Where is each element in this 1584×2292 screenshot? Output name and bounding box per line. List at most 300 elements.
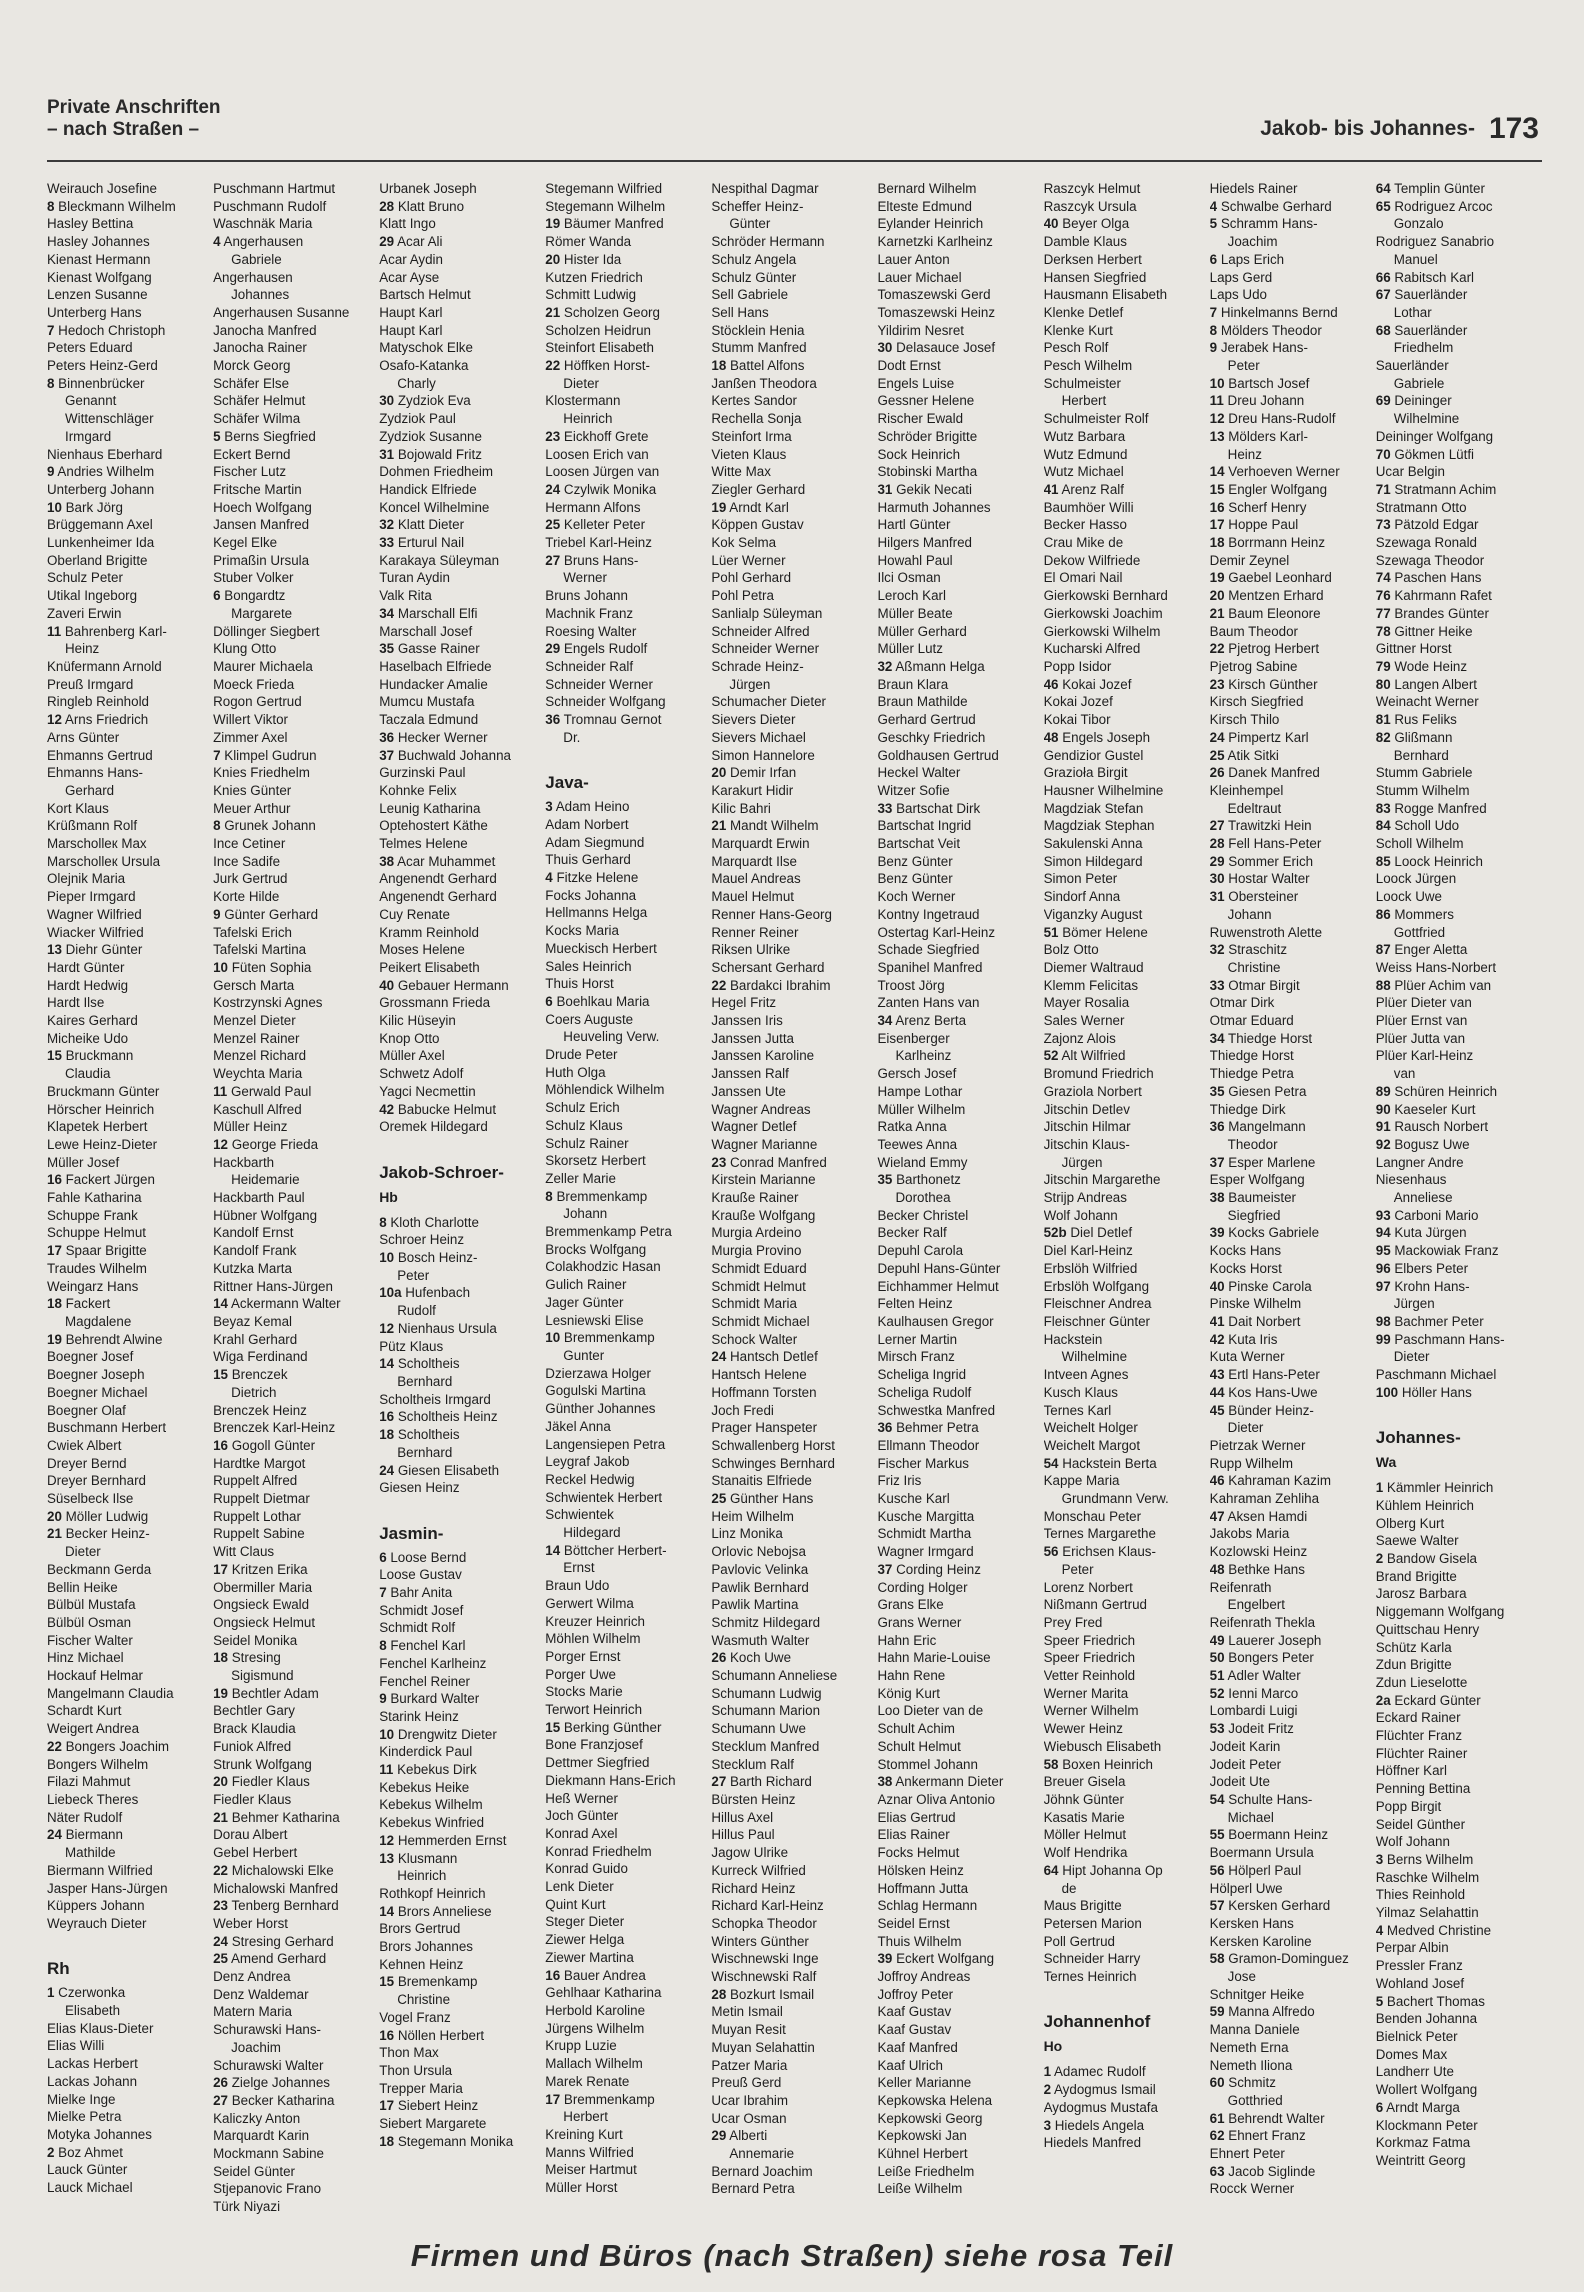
- resident-entry: Lüer Werner: [711, 552, 786, 568]
- entry-continuation: Michael: [1227, 1809, 1274, 1825]
- resident-entry: Sales Heinrich: [545, 958, 632, 974]
- resident-entry: Laps Udo: [1209, 287, 1267, 303]
- resident-entry: 87 Enger Aletta: [1375, 942, 1468, 958]
- house-number: 25: [545, 517, 561, 533]
- resident-entry: 56 Hölperl Paul: [1209, 1862, 1302, 1878]
- resident-entry: Zajonz Alois: [1043, 1030, 1116, 1046]
- resident-entry: 21 Baum Eleonore: [1209, 605, 1321, 621]
- resident-entry: 41 Dait Norbert: [1209, 1314, 1301, 1329]
- resident-entry: Orlovic Nebojsa: [711, 1544, 806, 1560]
- resident-entry: Leiße Friedhelm: [877, 2163, 975, 2179]
- resident-entry: Pjetrog Sabine: [1209, 658, 1298, 674]
- resident-entry: Marscholleк Max: [47, 836, 147, 852]
- house-number: 30: [379, 393, 395, 409]
- resident-entry: 7 Hedoch Christoph: [47, 322, 166, 338]
- house-number: 67: [1375, 287, 1391, 303]
- house-number: 10a: [379, 1285, 402, 1301]
- house-number: 8: [379, 1214, 387, 1230]
- resident-entry: 36 Behmer Petra: [877, 1420, 979, 1436]
- resident-entry: Sock Heinrich: [877, 446, 961, 462]
- resident-entry: 68 Sauerländer: [1375, 322, 1468, 338]
- resident-entry: Loose Gustav: [379, 1567, 462, 1583]
- resident-entry: Karakurt Hidir: [711, 782, 794, 798]
- resident-entry: Poll Gertrud: [1043, 1933, 1116, 1949]
- resident-entry: Bernard Wilhelm: [877, 181, 977, 196]
- resident-entry: Felten Heinz: [877, 1296, 953, 1312]
- resident-entry: Thuis Horst: [545, 976, 614, 992]
- resident-entry: Fischer Markus: [877, 1455, 969, 1471]
- resident-entry: Filazi Mahmut: [47, 1774, 131, 1790]
- house-number: 16: [47, 1172, 62, 1188]
- resident-entry: Pütz Klaus: [379, 1338, 444, 1354]
- resident-entry: Richard Heinz: [711, 1880, 796, 1896]
- resident-entry: Wollert Wolfgang: [1375, 2082, 1478, 2098]
- resident-entry: Puschmann Rudolf: [213, 198, 327, 214]
- resident-entry: Adam Norbert: [545, 816, 629, 832]
- spacer: [1376, 1402, 1538, 1420]
- resident-entry: 49 Lauerer Joseph: [1209, 1632, 1322, 1648]
- street-heading: Jasmin-: [379, 1523, 444, 1543]
- resident-entry: Morck Georg: [213, 358, 291, 374]
- resident-entry: 37 Buchwald Johanna: [379, 747, 511, 763]
- resident-entry: 54 Schulte Hans-: [1209, 1791, 1313, 1807]
- resident-entry: Schäfer Helmut: [213, 393, 306, 409]
- resident-entry: Valk Rita: [379, 588, 432, 604]
- house-number: 4: [1375, 1922, 1384, 1938]
- resident-entry: Sindorf Anna: [1043, 889, 1121, 905]
- resident-entry: 23 Eickhoff Grete: [545, 428, 649, 444]
- resident-entry: Schäfer Wilma: [213, 411, 301, 427]
- resident-entry: Schulz Günter: [711, 269, 797, 285]
- resident-entry: Bernard Joachim: [711, 2163, 813, 2179]
- house-number: 10: [47, 499, 62, 515]
- resident-entry: Hackstein: [1043, 1331, 1103, 1347]
- resident-entry: 7 Bahr Anita: [379, 1585, 453, 1600]
- resident-entry: Schwinges Bernhard: [711, 1455, 835, 1471]
- entry-continuation: Gonzalo: [1393, 216, 1444, 232]
- resident-entry: Thuis Gerhard: [545, 852, 631, 868]
- resident-entry: 2a Eckard Günter: [1375, 1692, 1481, 1708]
- house-number: 37: [1209, 1154, 1225, 1170]
- resident-entry: Janßen Theodora: [711, 375, 817, 391]
- resident-entry: Schrade Heinz-: [711, 658, 804, 674]
- resident-entry: Schulz Klaus: [545, 1117, 623, 1133]
- house-number: 12: [379, 1832, 395, 1848]
- entry-continuation: Heuveling Verw.: [563, 1029, 660, 1045]
- resident-entry: Werner Marita: [1043, 1685, 1129, 1701]
- resident-entry: Mayer Rosalia: [1043, 995, 1130, 1011]
- house-number: 22: [711, 977, 727, 993]
- resident-entry: Klenke Kurt: [1043, 322, 1113, 338]
- resident-entry: Strijp Andreas: [1043, 1190, 1127, 1206]
- resident-entry: Speer Friedrich: [1043, 1650, 1136, 1666]
- resident-entry: Bremmenkamp Petra: [545, 1224, 672, 1240]
- entry-continuation: Heinz: [65, 641, 100, 657]
- resident-entry: Eckert Bernd: [213, 446, 291, 462]
- house-number: 13: [47, 942, 62, 958]
- resident-entry: 69 Deininger: [1375, 393, 1452, 409]
- resident-entry: Lackas Johann: [47, 2073, 138, 2089]
- entry-continuation: Jürgen: [1061, 1154, 1103, 1170]
- resident-entry: Kebekus Wilhelm: [379, 1797, 483, 1813]
- resident-entry: Müller Gerhard: [877, 623, 967, 639]
- resident-entry: Hegel Fritz: [711, 995, 777, 1011]
- house-number: 86: [1375, 906, 1391, 922]
- resident-entry: Mirsch Franz: [877, 1349, 955, 1365]
- resident-entry: Sauerländer: [1375, 358, 1449, 374]
- resident-entry: Schneider Ralf: [545, 658, 634, 674]
- resident-entry: Ternes Heinrich: [1043, 1969, 1137, 1985]
- resident-entry: Bartschat Veit: [877, 836, 961, 852]
- resident-entry: 32 Aßmann Helga: [877, 658, 985, 674]
- street-heading: Rh: [47, 1959, 70, 1979]
- resident-entry: Depuhl Carola: [877, 1243, 964, 1259]
- house-number: 1: [47, 1985, 55, 2001]
- resident-entry: 52 Alt Wilfried: [1043, 1048, 1126, 1064]
- resident-entry: Damble Klaus: [1043, 234, 1127, 250]
- house-number: 2: [1043, 2082, 1052, 2098]
- resident-entry: 18 Fackert: [47, 1296, 111, 1312]
- resident-entry: Thon Ursula: [379, 2062, 453, 2078]
- house-number: 59: [1209, 2004, 1225, 2020]
- resident-entry: 39 Kocks Gabriele: [1209, 1225, 1320, 1241]
- resident-entry: Kebekus Heike: [379, 1779, 470, 1795]
- resident-entry: Kozlowski Heinz: [1209, 1544, 1308, 1560]
- resident-entry: Wohland Josef: [1375, 1975, 1465, 1991]
- resident-entry: Stratmann Otto: [1375, 499, 1467, 515]
- resident-entry: Manns Wilfried: [545, 2144, 634, 2160]
- house-number: 2a: [1375, 1692, 1391, 1708]
- resident-entry: Hahn Marie-Louise: [877, 1650, 991, 1666]
- resident-entry: Scholl Wilhelm: [1375, 836, 1464, 852]
- resident-entry: Kleinhempel: [1209, 782, 1284, 798]
- house-number: 16: [213, 1437, 228, 1453]
- house-number: 90: [1375, 1101, 1391, 1117]
- resident-entry: Unterberg Johann: [47, 481, 155, 497]
- resident-entry: Graziola Norbert: [1043, 1083, 1142, 1099]
- resident-entry: Bartschat Ingrid: [877, 818, 972, 834]
- resident-entry: Schneider Harry: [1043, 1951, 1141, 1967]
- resident-entry: Stocks Marie: [545, 1684, 623, 1700]
- entry-continuation: Bernhard: [397, 1373, 453, 1389]
- house-number: 27: [711, 1774, 727, 1790]
- resident-entry: Pesch Wilhelm: [1043, 358, 1133, 374]
- resident-entry: 29 Acar Ali: [379, 234, 443, 250]
- entry-continuation: Genannt: [65, 393, 117, 409]
- house-number: 69: [1375, 393, 1391, 409]
- resident-entry: 34 Thiedge Horst: [1209, 1030, 1313, 1046]
- resident-entry: Boermann Ursula: [1209, 1845, 1314, 1861]
- resident-entry: Schult Helmut: [877, 1738, 961, 1754]
- spacer: [1044, 1986, 1206, 2004]
- house-number: 11: [379, 1762, 394, 1778]
- listing-column: [213, 180, 379, 2235]
- house-number: 51: [1043, 924, 1059, 940]
- house-number: 17: [545, 2091, 561, 2107]
- resident-entry: Janssen Karoline: [711, 1048, 815, 1064]
- house-number: 40: [1209, 1278, 1225, 1294]
- resident-entry: Kasatis Marie: [1043, 1809, 1125, 1825]
- resident-entry: Wiebusch Elisabeth: [1043, 1738, 1162, 1754]
- resident-entry: Weinacht Werner: [1375, 694, 1479, 710]
- listing-column: [877, 180, 1043, 2235]
- resident-entry: Korte Hilde: [213, 889, 280, 905]
- resident-entry: Eckard Rainer: [1375, 1710, 1461, 1726]
- resident-entry: Müller Beate: [877, 605, 953, 621]
- resident-entry: Kusch Klaus: [1043, 1384, 1118, 1400]
- house-number: 3: [1375, 1851, 1384, 1867]
- resident-entry: Krahl Gerhard: [213, 1331, 298, 1347]
- resident-entry: 8 Binnenbrücker: [47, 375, 145, 391]
- house-number: 54: [1043, 1455, 1059, 1471]
- resident-entry: Flüchter Rainer: [1375, 1745, 1468, 1761]
- resident-entry: Weichelt Margot: [1043, 1437, 1141, 1453]
- resident-entry: Hampe Lothar: [877, 1083, 963, 1099]
- listing-column: [379, 180, 545, 2235]
- resident-entry: Hinz Michael: [47, 1650, 124, 1666]
- resident-entry: 11 Gerwald Paul: [213, 1083, 312, 1099]
- resident-entry: Dzierzawa Holger: [545, 1365, 651, 1381]
- house-number: 39: [1209, 1225, 1225, 1241]
- resident-entry: Magdziak Stefan: [1043, 800, 1144, 816]
- house-number: 26: [711, 1650, 727, 1666]
- resident-entry: Kühnel Herbert: [877, 2146, 968, 2162]
- resident-entry: Hausner Wilhelmine: [1043, 782, 1164, 798]
- house-number: 10: [213, 959, 228, 975]
- resident-entry: Schröder Hermann: [711, 234, 825, 250]
- resident-entry: 1 Czerwonka: [47, 1985, 126, 2001]
- resident-entry: Jagow Ulrike: [711, 1845, 789, 1861]
- resident-entry: Schulz Angela: [711, 251, 797, 267]
- resident-entry: Michalowski Manfred: [213, 1880, 339, 1896]
- resident-entry: Bülbül Osman: [47, 1614, 132, 1630]
- resident-entry: 18 Borrmann Heinz: [1209, 535, 1326, 551]
- entry-continuation: Dieter: [65, 1544, 101, 1560]
- resident-entry: 78 Gittner Heike: [1375, 623, 1473, 639]
- house-number: 37: [379, 747, 395, 763]
- resident-entry: Krupp Luzie: [545, 2038, 617, 2054]
- resident-entry: 52 Ienni Marco: [1209, 1685, 1299, 1701]
- resident-entry: Simon Hildegard: [1043, 853, 1143, 869]
- resident-entry: Trepper Maria: [379, 2080, 463, 2096]
- resident-entry: Stjepanovic Frano: [213, 2181, 322, 2197]
- resident-entry: Quint Kurt: [545, 1896, 606, 1912]
- resident-entry: Heim Wilhelm: [711, 1508, 794, 1524]
- resident-entry: 92 Bogusz Uwe: [1375, 1136, 1470, 1152]
- resident-entry: Roesing Walter: [545, 623, 637, 639]
- resident-entry: Kilic Hüseyin: [379, 1013, 456, 1029]
- resident-entry: Denz Andrea: [213, 1969, 291, 1985]
- entry-continuation: Johannes: [231, 287, 290, 303]
- resident-entry: Jager Günter: [545, 1294, 624, 1310]
- resident-entry: Joch Fredi: [711, 1402, 774, 1418]
- resident-entry: Schmidt Eduard: [711, 1260, 807, 1276]
- house-number: 6: [379, 1549, 387, 1565]
- resident-entry: 48 Bethke Hans: [1209, 1561, 1305, 1577]
- resident-entry: Ucar Belgin: [1375, 464, 1445, 480]
- resident-entry: Popp Birgit: [1375, 1798, 1442, 1814]
- resident-entry: Kienast Hermann: [47, 251, 151, 267]
- resident-entry: Braun Klara: [877, 676, 949, 692]
- resident-entry: Loock Jürgen: [1375, 871, 1457, 887]
- resident-entry: Tomaszewski Gerd: [877, 287, 991, 303]
- entry-continuation: Johann: [563, 1206, 608, 1222]
- resident-entry: Kepkowski Jan: [877, 2128, 967, 2144]
- resident-entry: Angenendt Gerhard: [379, 889, 497, 905]
- resident-entry: 14 Brors Anneliese: [379, 1903, 492, 1919]
- resident-entry: Weichelt Holger: [1043, 1420, 1138, 1436]
- resident-entry: Ruppelt Dietmar: [213, 1491, 310, 1507]
- resident-entry: 83 Rogge Manfred: [1375, 800, 1487, 816]
- resident-entry: 31 Obersteiner: [1209, 889, 1299, 905]
- resident-entry: Lenk Dieter: [545, 1879, 614, 1895]
- entry-continuation: Dorothea: [895, 1190, 951, 1206]
- resident-entry: Pohl Petra: [711, 588, 774, 604]
- resident-entry: Müller Heinz: [213, 1119, 288, 1135]
- resident-entry: Kort Klaus: [47, 800, 109, 816]
- resident-entry: 33 Bartschat Dirk: [877, 800, 981, 816]
- resident-entry: Janssen Ralf: [711, 1066, 789, 1082]
- resident-entry: Kilic Bahri: [711, 800, 771, 816]
- entry-continuation: Ernst: [563, 1560, 595, 1576]
- resident-entry: Jurk Gertrud: [213, 871, 288, 887]
- resident-entry: Hartl Günter: [877, 517, 951, 533]
- house-number: 64: [1375, 181, 1391, 196]
- resident-entry: Kebekus Winfried: [379, 1815, 485, 1831]
- resident-entry: 6 Boehlkau Maria: [545, 993, 650, 1009]
- resident-entry: Kahraman Zehliha: [1209, 1491, 1320, 1507]
- resident-entry: Szewaga Theodor: [1375, 552, 1485, 568]
- resident-entry: 8 Kloth Charlotte: [379, 1214, 479, 1230]
- resident-entry: Bongers Wilhelm: [47, 1756, 149, 1772]
- resident-entry: Karnetzki Karlheinz: [877, 234, 993, 250]
- house-number: 38: [1209, 1190, 1225, 1206]
- resident-entry: 77 Brandes Günter: [1375, 605, 1489, 621]
- house-number: 14: [1209, 464, 1225, 480]
- resident-entry: Domes Max: [1375, 2046, 1448, 2062]
- entry-continuation: Werner: [563, 570, 607, 586]
- resident-entry: 22 Bongers Joachim: [47, 1738, 170, 1754]
- resident-entry: 24 Stresing Gerhard: [213, 1933, 334, 1949]
- entry-continuation: Charly: [397, 375, 436, 391]
- entry-continuation: Herbert: [563, 2109, 608, 2125]
- resident-entry: Wiacker Wilfried: [47, 924, 144, 940]
- resident-entry: Dettmer Siegfried: [545, 1755, 650, 1771]
- footer-note: Firmen und Büros (nach Straßen) siehe rosa Teil: [410, 2238, 1174, 2273]
- resident-entry: Benz Günter: [877, 853, 953, 869]
- resident-entry: 30 Zydziok Eva: [379, 393, 471, 409]
- resident-entry: Menzel Dieter: [213, 1013, 296, 1029]
- entry-continuation: Peter: [397, 1267, 430, 1283]
- resident-entry: Boegner Michael: [47, 1384, 148, 1400]
- resident-entry: Lunkenheimer Ida: [47, 535, 155, 551]
- resident-entry: Klockmann Peter: [1375, 2117, 1478, 2133]
- resident-entry: Kocks Horst: [1209, 1260, 1282, 1276]
- resident-entry: Stumm Gabriele: [1375, 765, 1473, 781]
- resident-entry: Brors Johannes: [379, 1939, 473, 1955]
- resident-entry: 19 Gaebel Leonhard: [1209, 570, 1332, 586]
- entry-continuation: Hildegard: [563, 1525, 621, 1541]
- resident-entry: Niggemann Wolfgang: [1375, 1604, 1505, 1620]
- entry-continuation: Jose: [1227, 1969, 1256, 1985]
- resident-entry: 23 Kirsch Günther: [1209, 676, 1318, 692]
- resident-entry: Dodt Ernst: [877, 358, 941, 374]
- listing-column: [1376, 180, 1542, 2235]
- resident-entry: Karakaya Süleyman: [379, 552, 500, 568]
- resident-entry: Hardtke Margot: [213, 1455, 306, 1471]
- resident-entry: Schneider Wolfgang: [545, 694, 666, 710]
- resident-entry: Hoffmann Jutta: [877, 1880, 969, 1896]
- house-number: 97: [1375, 1278, 1391, 1294]
- street-heading: Johannes-: [1375, 1428, 1461, 1448]
- resident-entry: 82 Glißmann: [1375, 729, 1453, 745]
- resident-entry: Mauel Andreas: [711, 871, 801, 887]
- resident-entry: 17 Kritzen Erika: [213, 1561, 308, 1577]
- resident-entry: Schwestka Manfred: [877, 1402, 996, 1418]
- spacer: [545, 747, 707, 765]
- house-number: 42: [379, 1101, 395, 1117]
- entry-continuation: Heinz: [1227, 446, 1262, 462]
- resident-entry: Muyan Resit: [711, 2022, 786, 2038]
- resident-entry: Renner Hans-Georg: [711, 906, 832, 922]
- resident-entry: Nißmann Gertrud: [1043, 1597, 1147, 1613]
- resident-entry: Rechella Sonja: [711, 411, 802, 427]
- house-number: 24: [1209, 729, 1225, 745]
- resident-entry: 11 Dreu Johann: [1209, 393, 1305, 409]
- resident-entry: Zimmer Axel: [213, 729, 288, 745]
- resident-entry: Möller Helmut: [1043, 1827, 1127, 1843]
- street-heading: Jakob-Schroer-: [379, 1162, 504, 1182]
- house-number: 24: [47, 1827, 62, 1843]
- resident-entry: Vieten Klaus: [711, 446, 787, 462]
- resident-entry: Yilmaz Selahattin: [1375, 1905, 1479, 1921]
- house-number: 16: [379, 2027, 395, 2043]
- resident-entry: Steger Dieter: [545, 1914, 625, 1930]
- resident-entry: 2 Aydogmus Ismail: [1043, 2082, 1156, 2098]
- resident-entry: 9 Andries Wilhelm: [47, 464, 155, 480]
- resident-entry: 2 Boz Ahmet: [47, 2144, 123, 2160]
- entry-continuation: Lothar: [1393, 304, 1432, 320]
- resident-entry: Ongsieck Helmut: [213, 1614, 316, 1630]
- resident-entry: Maurer Michaela: [213, 658, 313, 674]
- resident-entry: Jäkel Anna: [545, 1418, 611, 1434]
- resident-entry: Lauer Anton: [877, 251, 950, 267]
- house-number: 62: [1209, 2128, 1225, 2144]
- house-number: 14: [545, 1542, 561, 1558]
- resident-entry: Hörscher Heinrich: [47, 1101, 155, 1117]
- resident-entry: Dreyer Bernhard: [47, 1473, 146, 1489]
- house-number: 9: [47, 464, 55, 480]
- resident-entry: Seidel Günter: [213, 2163, 295, 2179]
- resident-entry: 19 Arndt Karl: [711, 499, 789, 515]
- house-number: 36: [379, 729, 395, 745]
- resident-entry: Krauße Wolfgang: [711, 1207, 816, 1223]
- resident-entry: 28 Fell Hans-Peter: [1209, 836, 1322, 852]
- resident-entry: Jansen Manfred: [213, 517, 310, 533]
- resident-entry: 19 Bechtler Adam: [213, 1685, 319, 1701]
- resident-entry: Ringleb Reinhold: [47, 694, 149, 710]
- resident-entry: 24 Giesen Elisabeth: [379, 1462, 500, 1478]
- resident-entry: Niesenhaus: [1375, 1172, 1447, 1188]
- house-number: 88: [1375, 977, 1391, 993]
- resident-entry: Grans Elke: [877, 1597, 944, 1613]
- resident-entry: 20 Mentzen Erhard: [1209, 588, 1324, 604]
- resident-entry: Konrad Friedhelm: [545, 1843, 652, 1859]
- resident-entry: Raszcyk Ursula: [1043, 198, 1137, 214]
- resident-entry: Becker Ralf: [877, 1225, 947, 1241]
- resident-entry: 25 Günther Hans: [711, 1491, 814, 1507]
- house-number: 5: [1209, 216, 1218, 232]
